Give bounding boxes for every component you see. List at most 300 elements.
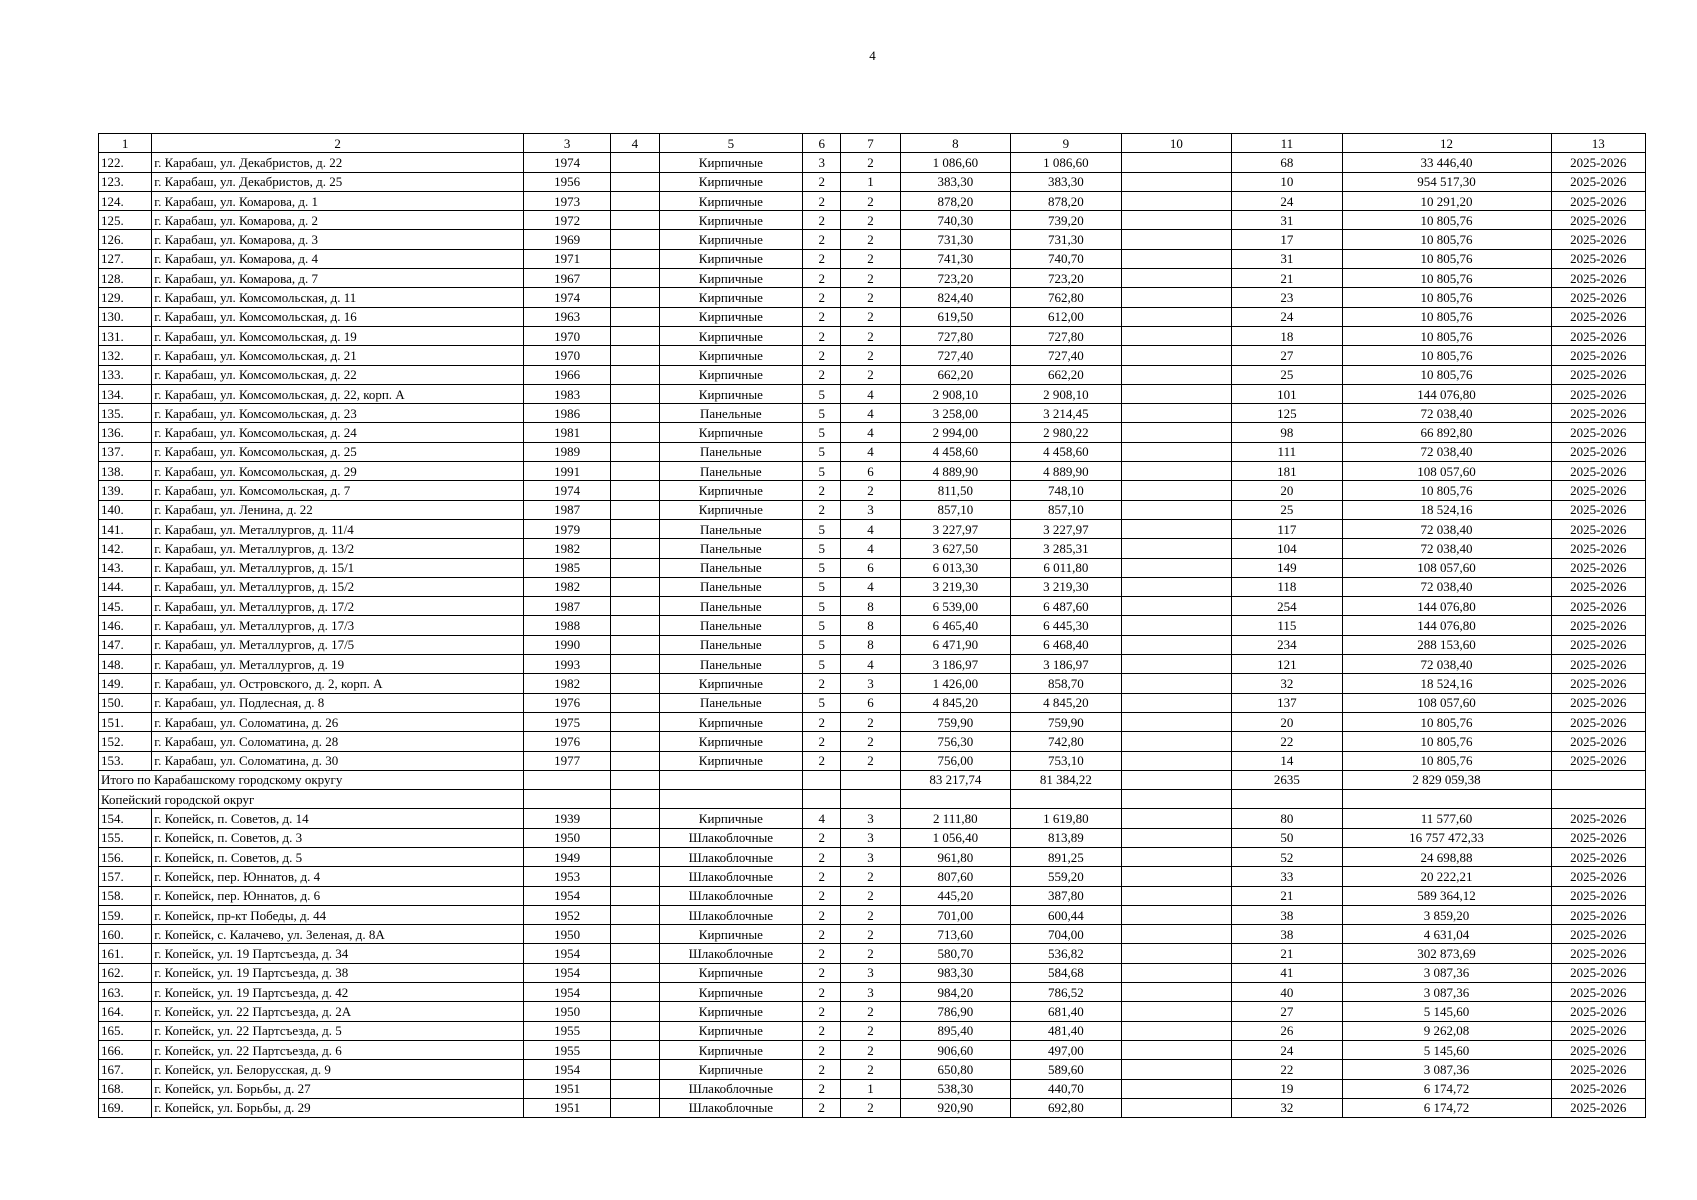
- address-cell: г. Карабаш, ул. Металлургов, д. 15/2: [152, 577, 524, 596]
- row-number-cell: 126.: [99, 230, 152, 249]
- year-cell: 1993: [523, 655, 610, 674]
- col4-cell: [611, 944, 659, 963]
- residents-cell: 17: [1232, 230, 1343, 249]
- table-row: [99, 1002, 1646, 1021]
- floors-cell: 2: [803, 905, 841, 924]
- col4-cell: [611, 886, 659, 905]
- col10-cell: [1121, 751, 1232, 770]
- wall-material-cell: Шлакоблочные: [659, 1079, 803, 1098]
- wall-material-cell: Панельные: [659, 462, 803, 481]
- row-number-cell: 122.: [99, 153, 152, 172]
- wall-material-cell: Кирпичные: [659, 153, 803, 172]
- address-cell: г. Копейск, п. Советов, д. 3: [152, 828, 524, 847]
- address-cell: г. Копейск, ул. Борьбы, д. 27: [152, 1079, 524, 1098]
- row-number-cell: 153.: [99, 751, 152, 770]
- cost-cell: 16 757 472,33: [1342, 828, 1551, 847]
- wall-material-cell: Кирпичные: [659, 191, 803, 210]
- table-row: [99, 963, 1646, 982]
- table-row: [99, 519, 1646, 538]
- address-cell: г. Копейск, п. Советов, д. 5: [152, 847, 524, 866]
- residents-cell: 31: [1232, 211, 1343, 230]
- summary-cell: 83 217,74: [900, 770, 1011, 789]
- living-area-cell: 858,70: [1011, 674, 1122, 693]
- wall-material-cell: Кирпичные: [659, 925, 803, 944]
- total-area-cell: 723,20: [900, 269, 1011, 288]
- period-cell: 2025-2026: [1551, 983, 1645, 1002]
- entrances-cell: 4: [841, 539, 900, 558]
- wall-material-cell: Кирпичные: [659, 307, 803, 326]
- period-cell: 2025-2026: [1551, 326, 1645, 345]
- floors-cell: 5: [803, 519, 841, 538]
- period-cell: 2025-2026: [1551, 1021, 1645, 1040]
- col4-cell: [611, 384, 659, 403]
- col10-cell: [1121, 326, 1232, 345]
- total-area-cell: 2 111,80: [900, 809, 1011, 828]
- year-cell: 1982: [523, 674, 610, 693]
- cost-cell: 144 076,80: [1342, 384, 1551, 403]
- row-number-cell: 147.: [99, 635, 152, 654]
- col4-cell: [611, 828, 659, 847]
- total-area-cell: 3 227,97: [900, 519, 1011, 538]
- total-area-cell: 983,30: [900, 963, 1011, 982]
- col10-cell: [1121, 925, 1232, 944]
- entrances-cell: 4: [841, 519, 900, 538]
- address-cell: г. Копейск, ул. 22 Партсъезда, д. 2А: [152, 1002, 524, 1021]
- table-row: [99, 925, 1646, 944]
- summary-cell: 2 829 059,38: [1342, 770, 1551, 789]
- row-number-cell: 144.: [99, 577, 152, 596]
- cost-cell: 5 145,60: [1342, 1002, 1551, 1021]
- period-cell: 2025-2026: [1551, 539, 1645, 558]
- address-cell: г. Копейск, п. Советов, д. 14: [152, 809, 524, 828]
- floors-cell: 2: [803, 1021, 841, 1040]
- wall-material-cell: Шлакоблочные: [659, 944, 803, 963]
- wall-material-cell: Панельные: [659, 519, 803, 538]
- table-row: [99, 153, 1646, 172]
- year-cell: 1954: [523, 963, 610, 982]
- floors-cell: 2: [803, 925, 841, 944]
- residents-cell: 24: [1232, 1040, 1343, 1059]
- living-area-cell: 740,70: [1011, 249, 1122, 268]
- residents-cell: 125: [1232, 404, 1343, 423]
- col10-cell: [1121, 1060, 1232, 1079]
- row-number-cell: 146.: [99, 616, 152, 635]
- address-cell: г. Карабаш, ул. Островского, д. 2, корп. А: [152, 674, 524, 693]
- table-row: [99, 326, 1646, 345]
- row-number-cell: 165.: [99, 1021, 152, 1040]
- floors-cell: 5: [803, 616, 841, 635]
- living-area-cell: 440,70: [1011, 1079, 1122, 1098]
- col4-cell: [611, 655, 659, 674]
- col10-cell: [1121, 519, 1232, 538]
- address-cell: г. Копейск, пер. Юннатов, д. 6: [152, 886, 524, 905]
- period-cell: 2025-2026: [1551, 384, 1645, 403]
- col4-cell: [611, 288, 659, 307]
- col4-cell: [611, 693, 659, 712]
- living-area-cell: 727,40: [1011, 346, 1122, 365]
- living-area-cell: 383,30: [1011, 172, 1122, 191]
- residents-cell: 98: [1232, 423, 1343, 442]
- col10-cell: [1121, 674, 1232, 693]
- wall-material-cell: Панельные: [659, 635, 803, 654]
- total-area-cell: 3 258,00: [900, 404, 1011, 423]
- col10-cell: [1121, 712, 1232, 731]
- col10-cell: [1121, 269, 1232, 288]
- entrances-cell: 3: [841, 847, 900, 866]
- entrances-cell: 2: [841, 153, 900, 172]
- cost-cell: 10 805,76: [1342, 269, 1551, 288]
- entrances-cell: 4: [841, 404, 900, 423]
- address-cell: г. Карабаш, ул. Комсомольская, д. 21: [152, 346, 524, 365]
- floors-cell: 3: [803, 153, 841, 172]
- year-cell: 1988: [523, 616, 610, 635]
- floors-cell: 5: [803, 655, 841, 674]
- col4-cell: [611, 500, 659, 519]
- period-cell: 2025-2026: [1551, 423, 1645, 442]
- living-area-cell: 1 086,60: [1011, 153, 1122, 172]
- wall-material-cell: Кирпичные: [659, 211, 803, 230]
- col4-cell: [611, 346, 659, 365]
- cost-cell: 11 577,60: [1342, 809, 1551, 828]
- table-row: [99, 1098, 1646, 1117]
- address-cell: г. Копейск, пер. Юннатов, д. 4: [152, 867, 524, 886]
- floors-cell: 5: [803, 404, 841, 423]
- floors-cell: 2: [803, 983, 841, 1002]
- living-area-cell: 3 214,45: [1011, 404, 1122, 423]
- summary-cell: [900, 790, 1011, 809]
- summary-cell: [803, 770, 841, 789]
- residents-cell: 181: [1232, 462, 1343, 481]
- table-row: [99, 307, 1646, 326]
- wall-material-cell: Кирпичные: [659, 346, 803, 365]
- floors-cell: 2: [803, 944, 841, 963]
- column-number-cell: 8: [900, 134, 1011, 153]
- residents-cell: 19: [1232, 1079, 1343, 1098]
- cost-cell: 9 262,08: [1342, 1021, 1551, 1040]
- col4-cell: [611, 809, 659, 828]
- residents-cell: 111: [1232, 442, 1343, 461]
- residents-cell: 118: [1232, 577, 1343, 596]
- floors-cell: 2: [803, 867, 841, 886]
- cost-cell: 6 174,72: [1342, 1098, 1551, 1117]
- table-row: [99, 249, 1646, 268]
- col10-cell: [1121, 577, 1232, 596]
- period-cell: 2025-2026: [1551, 230, 1645, 249]
- total-area-cell: 713,60: [900, 925, 1011, 944]
- period-cell: 2025-2026: [1551, 153, 1645, 172]
- period-cell: 2025-2026: [1551, 1098, 1645, 1117]
- address-cell: г. Копейск, ул. 22 Партсъезда, д. 5: [152, 1021, 524, 1040]
- table-row: [99, 847, 1646, 866]
- living-area-cell: 3 227,97: [1011, 519, 1122, 538]
- table-row: [99, 732, 1646, 751]
- table-row: [99, 674, 1646, 693]
- address-cell: г. Копейск, ул. Борьбы, д. 29: [152, 1098, 524, 1117]
- wall-material-cell: Кирпичные: [659, 269, 803, 288]
- year-cell: 1954: [523, 886, 610, 905]
- col10-cell: [1121, 847, 1232, 866]
- col10-cell: [1121, 905, 1232, 924]
- period-cell: 2025-2026: [1551, 944, 1645, 963]
- cost-cell: 144 076,80: [1342, 597, 1551, 616]
- living-area-cell: 481,40: [1011, 1021, 1122, 1040]
- residents-cell: 22: [1232, 1060, 1343, 1079]
- year-cell: 1970: [523, 346, 610, 365]
- summary-cell: [1232, 790, 1343, 809]
- wall-material-cell: Шлакоблочные: [659, 867, 803, 886]
- cost-cell: 72 038,40: [1342, 577, 1551, 596]
- row-number-cell: 136.: [99, 423, 152, 442]
- living-area-cell: 786,52: [1011, 983, 1122, 1002]
- col10-cell: [1121, 462, 1232, 481]
- entrances-cell: 2: [841, 365, 900, 384]
- period-cell: 2025-2026: [1551, 905, 1645, 924]
- entrances-cell: 2: [841, 751, 900, 770]
- address-cell: г. Копейск, пр-кт Победы, д. 44: [152, 905, 524, 924]
- row-number-cell: 164.: [99, 1002, 152, 1021]
- year-cell: 1952: [523, 905, 610, 924]
- entrances-cell: 3: [841, 828, 900, 847]
- row-number-cell: 133.: [99, 365, 152, 384]
- residents-cell: 22: [1232, 732, 1343, 751]
- entrances-cell: 6: [841, 693, 900, 712]
- residents-cell: 149: [1232, 558, 1343, 577]
- wall-material-cell: Кирпичные: [659, 326, 803, 345]
- floors-cell: 5: [803, 597, 841, 616]
- wall-material-cell: Шлакоблочные: [659, 828, 803, 847]
- cost-cell: 4 631,04: [1342, 925, 1551, 944]
- wall-material-cell: Панельные: [659, 655, 803, 674]
- total-area-cell: 445,20: [900, 886, 1011, 905]
- summary-cell: [803, 790, 841, 809]
- entrances-cell: 2: [841, 307, 900, 326]
- period-cell: 2025-2026: [1551, 481, 1645, 500]
- col10-cell: [1121, 616, 1232, 635]
- table-row: [99, 944, 1646, 963]
- row-number-cell: 139.: [99, 481, 152, 500]
- table-row: [99, 983, 1646, 1002]
- col4-cell: [611, 1021, 659, 1040]
- col10-cell: [1121, 365, 1232, 384]
- wall-material-cell: Кирпичные: [659, 423, 803, 442]
- entrances-cell: 8: [841, 635, 900, 654]
- floors-cell: 2: [803, 288, 841, 307]
- year-cell: 1950: [523, 828, 610, 847]
- row-number-cell: 160.: [99, 925, 152, 944]
- column-number-cell: 3: [523, 134, 610, 153]
- total-area-cell: 740,30: [900, 211, 1011, 230]
- cost-cell: 10 805,76: [1342, 307, 1551, 326]
- year-cell: 1966: [523, 365, 610, 384]
- wall-material-cell: Шлакоблочные: [659, 905, 803, 924]
- residents-cell: 20: [1232, 712, 1343, 731]
- residents-cell: 31: [1232, 249, 1343, 268]
- table-row: [99, 191, 1646, 210]
- period-cell: 2025-2026: [1551, 1040, 1645, 1059]
- address-cell: г. Карабаш, ул. Металлургов, д. 17/5: [152, 635, 524, 654]
- col4-cell: [611, 249, 659, 268]
- row-number-cell: 162.: [99, 963, 152, 982]
- living-area-cell: 3 219,30: [1011, 577, 1122, 596]
- residents-cell: 24: [1232, 191, 1343, 210]
- address-cell: г. Карабаш, ул. Соломатина, д. 28: [152, 732, 524, 751]
- cost-cell: 288 153,60: [1342, 635, 1551, 654]
- address-cell: г. Копейск, ул. 22 Партсъезда, д. 6: [152, 1040, 524, 1059]
- entrances-cell: 2: [841, 481, 900, 500]
- entrances-cell: 1: [841, 1079, 900, 1098]
- entrances-cell: 2: [841, 886, 900, 905]
- col10-cell: [1121, 230, 1232, 249]
- period-cell: 2025-2026: [1551, 346, 1645, 365]
- table-row: [99, 404, 1646, 423]
- total-area-cell: 580,70: [900, 944, 1011, 963]
- col4-cell: [611, 635, 659, 654]
- wall-material-cell: Шлакоблочные: [659, 847, 803, 866]
- row-number-cell: 145.: [99, 597, 152, 616]
- table-row: [99, 172, 1646, 191]
- cost-cell: 10 805,76: [1342, 365, 1551, 384]
- col4-cell: [611, 211, 659, 230]
- year-cell: 1981: [523, 423, 610, 442]
- col4-cell: [611, 172, 659, 191]
- address-cell: г. Копейск, ул. 19 Партсъезда, д. 42: [152, 983, 524, 1002]
- wall-material-cell: Кирпичные: [659, 712, 803, 731]
- address-cell: г. Карабаш, ул. Декабристов, д. 22: [152, 153, 524, 172]
- residents-cell: 234: [1232, 635, 1343, 654]
- table-row: [99, 1040, 1646, 1059]
- wall-material-cell: Кирпичные: [659, 1040, 803, 1059]
- living-area-cell: 536,82: [1011, 944, 1122, 963]
- row-number-cell: 151.: [99, 712, 152, 731]
- col10-cell: [1121, 635, 1232, 654]
- column-number-cell: 6: [803, 134, 841, 153]
- residents-cell: 21: [1232, 944, 1343, 963]
- period-cell: 2025-2026: [1551, 269, 1645, 288]
- period-cell: 2025-2026: [1551, 693, 1645, 712]
- floors-cell: 5: [803, 577, 841, 596]
- floors-cell: 2: [803, 1002, 841, 1021]
- table-row: [99, 423, 1646, 442]
- col10-cell: [1121, 288, 1232, 307]
- entrances-cell: 2: [841, 269, 900, 288]
- row-number-cell: 154.: [99, 809, 152, 828]
- col4-cell: [611, 1098, 659, 1117]
- total-area-cell: 1 426,00: [900, 674, 1011, 693]
- living-area-cell: 727,80: [1011, 326, 1122, 345]
- address-cell: г. Карабаш, ул. Комсомольская, д. 25: [152, 442, 524, 461]
- cost-cell: 954 517,30: [1342, 172, 1551, 191]
- total-area-cell: 2 908,10: [900, 384, 1011, 403]
- period-cell: 2025-2026: [1551, 442, 1645, 461]
- residents-cell: 41: [1232, 963, 1343, 982]
- period-cell: 2025-2026: [1551, 847, 1645, 866]
- residents-cell: 50: [1232, 828, 1343, 847]
- living-area-cell: 891,25: [1011, 847, 1122, 866]
- column-number-cell: 4: [611, 134, 659, 153]
- floors-cell: 2: [803, 307, 841, 326]
- table-row: [99, 230, 1646, 249]
- living-area-cell: 6 011,80: [1011, 558, 1122, 577]
- table-row: [99, 867, 1646, 886]
- floors-cell: 2: [803, 1079, 841, 1098]
- entrances-cell: 4: [841, 577, 900, 596]
- year-cell: 1969: [523, 230, 610, 249]
- residents-cell: 68: [1232, 153, 1343, 172]
- col10-cell: [1121, 423, 1232, 442]
- cost-cell: 72 038,40: [1342, 404, 1551, 423]
- residents-cell: 115: [1232, 616, 1343, 635]
- residents-cell: 18: [1232, 326, 1343, 345]
- wall-material-cell: Кирпичные: [659, 288, 803, 307]
- row-number-cell: 158.: [99, 886, 152, 905]
- table-row: [99, 462, 1646, 481]
- period-cell: 2025-2026: [1551, 674, 1645, 693]
- living-area-cell: 857,10: [1011, 500, 1122, 519]
- total-area-cell: 759,90: [900, 712, 1011, 731]
- row-number-cell: 152.: [99, 732, 152, 751]
- living-area-cell: 584,68: [1011, 963, 1122, 982]
- year-cell: 1986: [523, 404, 610, 423]
- period-cell: 2025-2026: [1551, 577, 1645, 596]
- wall-material-cell: Панельные: [659, 558, 803, 577]
- wall-material-cell: Кирпичные: [659, 230, 803, 249]
- entrances-cell: 3: [841, 809, 900, 828]
- period-cell: 2025-2026: [1551, 1079, 1645, 1098]
- floors-cell: 2: [803, 828, 841, 847]
- wall-material-cell: Кирпичные: [659, 172, 803, 191]
- residents-cell: 26: [1232, 1021, 1343, 1040]
- entrances-cell: 2: [841, 249, 900, 268]
- summary-cell: [1121, 790, 1232, 809]
- address-cell: г. Копейск, ул. 19 Партсъезда, д. 38: [152, 963, 524, 982]
- living-area-cell: 662,20: [1011, 365, 1122, 384]
- row-number-cell: 124.: [99, 191, 152, 210]
- address-cell: г. Карабаш, ул. Комсомольская, д. 19: [152, 326, 524, 345]
- row-number-cell: 137.: [99, 442, 152, 461]
- living-area-cell: 4 458,60: [1011, 442, 1122, 461]
- period-cell: 2025-2026: [1551, 307, 1645, 326]
- wall-material-cell: Панельные: [659, 442, 803, 461]
- wall-material-cell: Кирпичные: [659, 1002, 803, 1021]
- address-cell: г. Карабаш, ул. Металлургов, д. 15/1: [152, 558, 524, 577]
- address-cell: г. Карабаш, ул. Металлургов, д. 17/3: [152, 616, 524, 635]
- wall-material-cell: Панельные: [659, 616, 803, 635]
- total-area-cell: 3 627,50: [900, 539, 1011, 558]
- total-area-cell: 3 219,30: [900, 577, 1011, 596]
- year-cell: 1954: [523, 983, 610, 1002]
- year-cell: 1976: [523, 693, 610, 712]
- col4-cell: [611, 442, 659, 461]
- cost-cell: 10 805,76: [1342, 481, 1551, 500]
- floors-cell: 2: [803, 751, 841, 770]
- cost-cell: 10 805,76: [1342, 249, 1551, 268]
- row-number-cell: 127.: [99, 249, 152, 268]
- period-cell: 2025-2026: [1551, 249, 1645, 268]
- address-cell: г. Копейск, ул. Белорусская, д. 9: [152, 1060, 524, 1079]
- period-cell: 2025-2026: [1551, 404, 1645, 423]
- col4-cell: [611, 365, 659, 384]
- row-number-cell: 167.: [99, 1060, 152, 1079]
- living-area-cell: 759,90: [1011, 712, 1122, 731]
- floors-cell: 2: [803, 712, 841, 731]
- address-cell: г. Копейск, с. Калачево, ул. Зеленая, д. 8А: [152, 925, 524, 944]
- wall-material-cell: Панельные: [659, 404, 803, 423]
- col10-cell: [1121, 404, 1232, 423]
- table-row: [99, 558, 1646, 577]
- cost-cell: 72 038,40: [1342, 519, 1551, 538]
- summary-cell: [523, 770, 610, 789]
- cost-cell: 66 892,80: [1342, 423, 1551, 442]
